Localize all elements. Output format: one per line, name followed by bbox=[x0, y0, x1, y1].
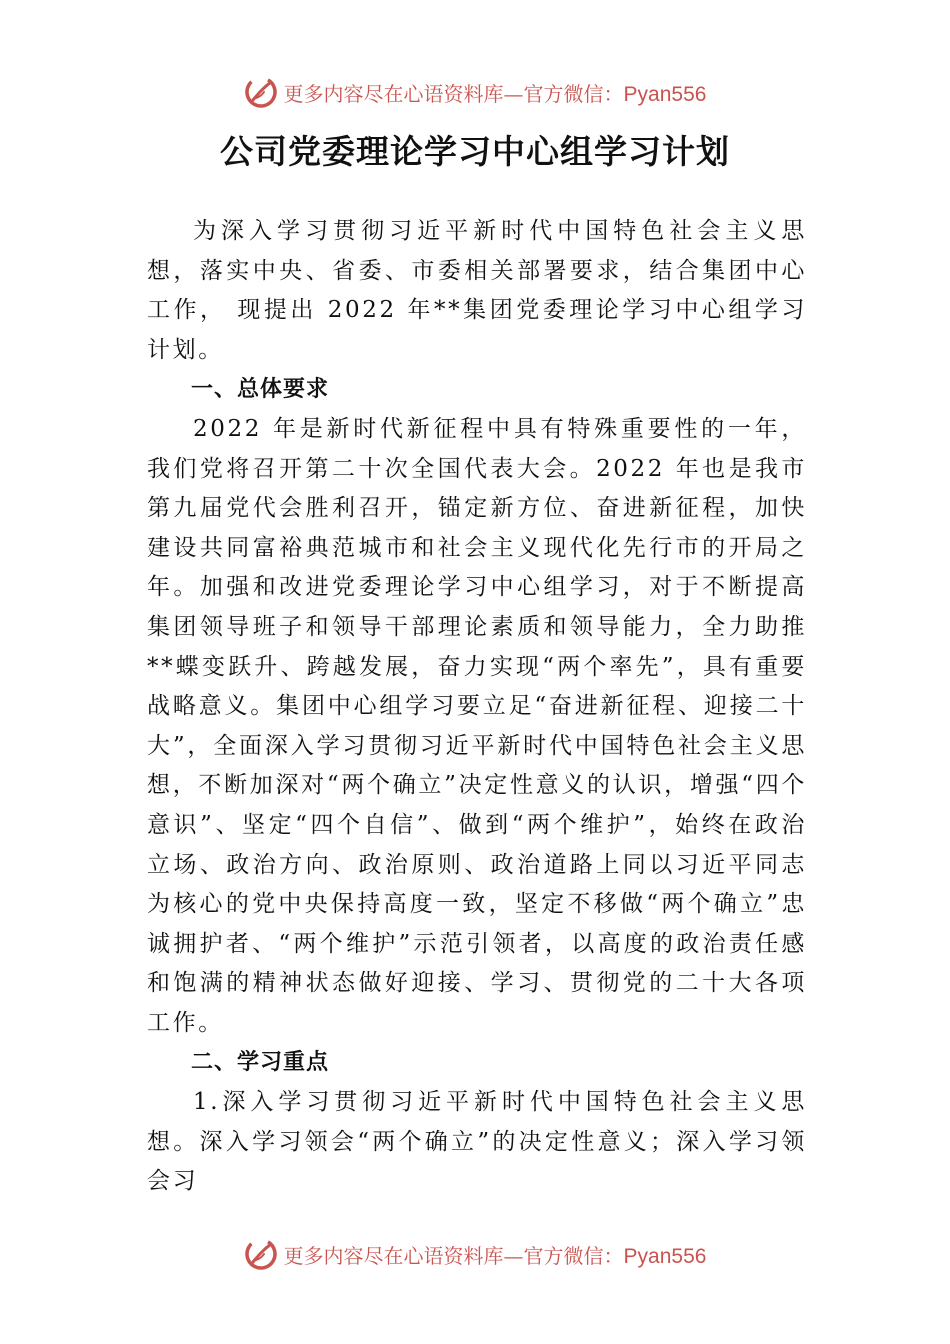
study-focus-item-1: 1.深入学习贯彻习近平新时代中国特色社会主义思想。深入学习领会“两个确立”的决定性意义；深入学习领会习 bbox=[147, 1089, 807, 1195]
intro-paragraph: 为深入学习贯彻习近平新时代中国特色社会主义思想，落实中央、省委、市委相关部署要求，结合集团中心工作， 现提出 2022 年**集团党委理论学习中心组学习计划。 bbox=[147, 218, 807, 363]
watermark-header bbox=[0, 72, 950, 112]
general-requirements-paragraph: 2022 年是新时代新征程中具有特殊重要性的一年，我们党将召开第二十次全国代表大会。2022 年也是我市第九届党代会胜利召开，锚定新方位、奋进新征程，加快建设共同富裕典范城市和社会主义现代化先行市的开局之年。加强和改进党委理论学习中心组学习，对于不断提高集团领导班子和领导干部理论素质和领导能力，全力助推**蝶变跃升、跨越发展，奋力实现“两个率先”，具有重要战略意义。集团中心组学习要立足“奋进新征程、迎接二十大”，全面深入学习贯彻习近平新时代中国特色社会主义思想，不断加深对“两个确立”决定性意义的认识，增强“四个意识”、坚定“四个自信”、做到“两个维护”，始终在政治立场、政治方向、政治原则、政治道路上同以习近平同志为核心的党中央保持高度一致，坚定不移做“两个确立”忠诚拥护者、“两个维护”示范引领者，以高度的政治责任感和饱满的精神状态做好迎接、学习、贯彻党的二十大各项工作。 bbox=[147, 415, 807, 1036]
brush-circle-logo-icon bbox=[244, 1237, 278, 1271]
document-title: 公司党委理论学习中心组学习计划 bbox=[220, 132, 730, 171]
section-heading-general-requirements: 一、总体要求 bbox=[191, 377, 330, 403]
watermark-text: 更多内容尽在心语资料库—官方微信：Pyan556 bbox=[283, 1243, 707, 1268]
brush-circle-logo-icon bbox=[244, 75, 278, 109]
document-body bbox=[147, 212, 807, 1202]
watermark-wechat-id: Pyan556 bbox=[623, 1244, 707, 1268]
watermark-footer bbox=[0, 1234, 950, 1274]
watermark-text: 更多内容尽在心语资料库—官方微信：Pyan556 bbox=[283, 81, 707, 106]
watermark-wechat-id: Pyan556 bbox=[623, 82, 707, 106]
section-heading-study-focus: 二、学习重点 bbox=[191, 1050, 330, 1076]
